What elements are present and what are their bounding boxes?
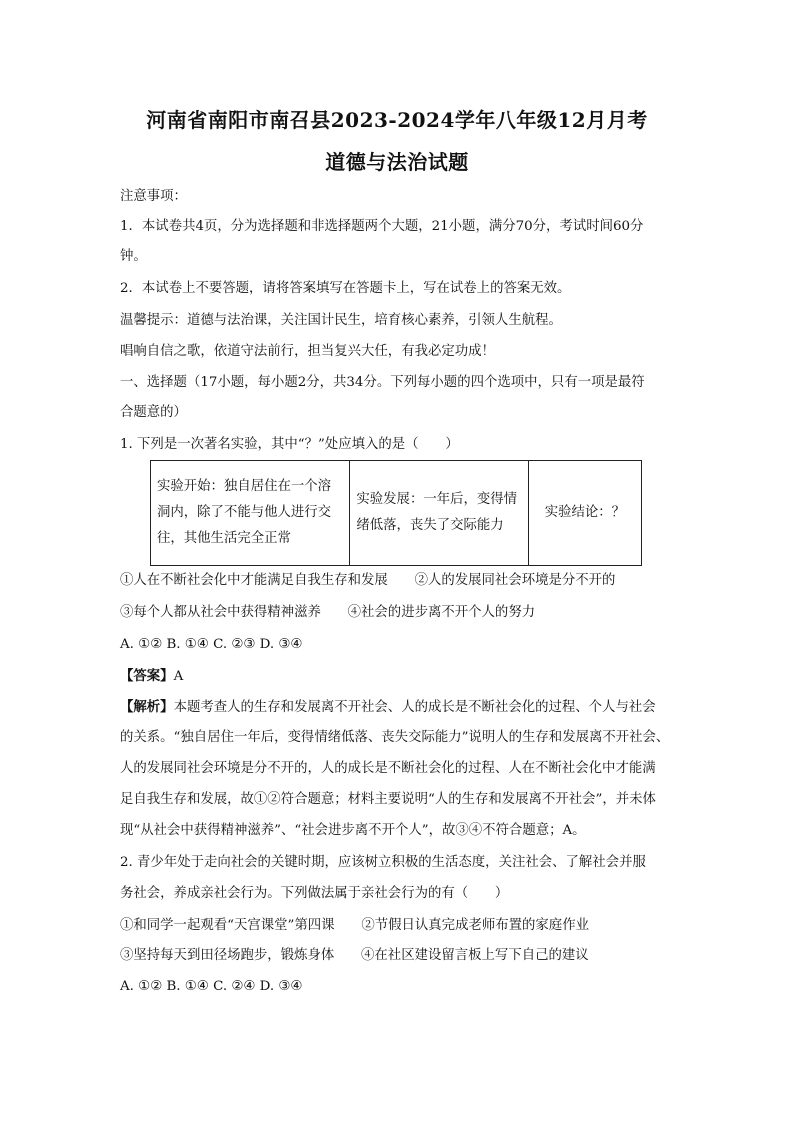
table-cell-line: 实验发展：一年后，变得情	[356, 492, 518, 507]
question-1-options-row-2: ③每个人都从社会中获得精神滋养 ④社会的进步离不开个人的努力	[120, 605, 536, 620]
experiment-table	[150, 460, 642, 566]
question-1-analysis	[120, 698, 680, 717]
question-1-options-row-1: ①人在不断社会化中才能满足自我生存和发展 ②人的发展同社会环境是分不开的	[120, 573, 616, 588]
answer-label: 【答案】	[120, 668, 174, 684]
table-cell-line: 往，其他生活完全正常	[157, 531, 291, 546]
section-heading-continued: 合题意的）	[120, 405, 187, 420]
question-2-options-row-2: ③坚持每天到田径场跑步，锻炼身体 ④在社区建设留言板上写下自己的建议	[120, 948, 589, 963]
analysis-label: 【解析】	[120, 699, 174, 715]
exam-subtitle: 道德与法治试题	[325, 150, 469, 174]
question-2-stem: 2. 青少年处于走向社会的关键时期，应该树立积极的生活态度，关注社会、了解社会并服	[120, 855, 646, 870]
analysis-line: 足自我生存和发展，故①②符合题意；材料主要说明“人的生存和发展离不开社会”，并未体	[120, 792, 656, 807]
slogan: 唱响自信之歌，依道守法前行，担当复兴大任，有我必定功成！	[120, 344, 495, 359]
table-cell-line: 实验开始：独自居住在一个溶	[157, 479, 332, 494]
question-1-stem: 1. 下列是一次著名实验，其中“？”处应填入的是（ ）	[120, 437, 459, 452]
exam-title: 河南省南阳市南召县2023-2024学年八年级12月月考	[146, 108, 648, 132]
question-2-choices: A. ①② B. ①④ C. ②④ D. ③④	[120, 979, 303, 994]
warm-tip: 温馨提示：道德与法治课，关注国计民生，培育核心素养，引领人生航程。	[120, 313, 562, 328]
analysis-line: 现“从社会中获得精神滋养”、“社会进步离不开个人”，故③④不符合题意；A。	[120, 823, 586, 838]
analysis-text: 本题考查人的生存和发展离不开社会、人的成长是不断社会化的过程、个人与社会	[173, 700, 656, 715]
analysis-line: 人的发展同社会环境是分不开的，人的成长是不断社会化的过程、人在不断社会化中才能满	[120, 761, 656, 776]
table-row	[151, 461, 642, 566]
section-heading: 一、选择题（17小题，每小题2分，共34分。下列每小题的四个选项中，只有一项是最符	[120, 375, 645, 390]
table-cell-line: 洞内，除了不能与他人进行交	[157, 505, 332, 520]
notes-item-1-continued: 钟。	[120, 249, 147, 264]
notes-item-1: 1．本试卷共4页，分为选择题和非选择题两个大题，21小题，满分70分，考试时间60分	[120, 219, 644, 234]
question-1-choices: A. ①② B. ①④ C. ②③ D. ③④	[120, 637, 303, 652]
table-cell-line: 绪低落，丧失了交际能力	[356, 518, 504, 533]
notes-item-2: 2．本试卷上不要答题，请将答案填写在答题卡上，写在试卷上的答案无效。	[120, 281, 571, 296]
analysis-line: 的关系。“独自居住一年后，变得情绪低落、丧失交际能力”说明人的生存和发展离不开社会、	[120, 730, 670, 745]
answer-value: A	[173, 669, 184, 684]
experiment-conclusion-cell: 实验结论：？	[528, 461, 641, 566]
experiment-development-cell	[350, 461, 528, 566]
question-1-answer	[120, 667, 680, 686]
experiment-start-cell	[151, 461, 350, 566]
notes-heading: 注意事项：	[120, 189, 187, 204]
question-2-options-row-1: ①和同学一起观看“天宫课堂”第四课 ②节假日认真完成老师布置的家庭作业	[120, 918, 589, 933]
question-2-stem-continued: 务社会，养成亲社会行为。下列做法属于亲社会行为的有（ ）	[120, 886, 509, 901]
